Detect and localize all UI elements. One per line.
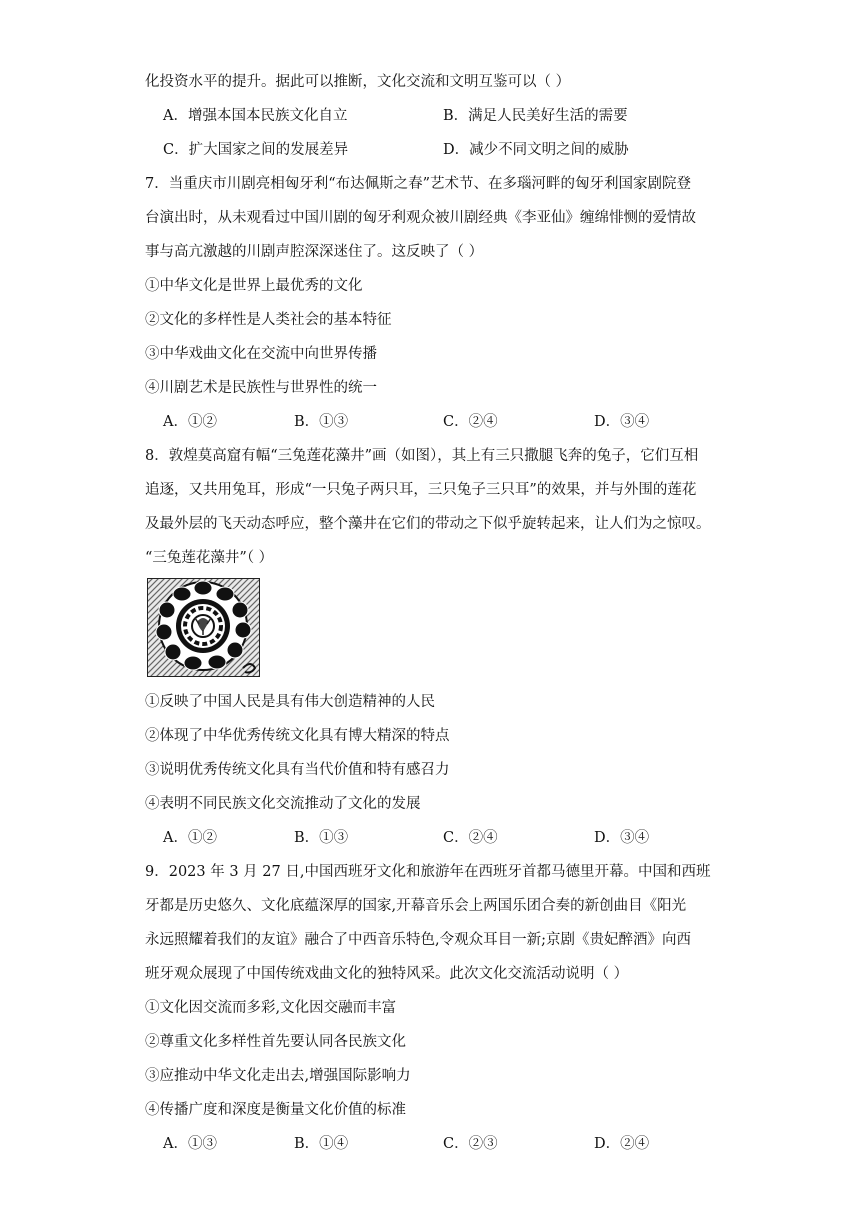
q6-option-d[interactable]: D．减少不同文明之间的威胁 xyxy=(443,142,629,158)
q8-option-a[interactable]: A．①② xyxy=(163,830,217,846)
q9-stem-line-2: 牙都是历史悠久、文化底蕴深厚的国家,开幕音乐会上两国乐团合奏的新创曲目《阳光 xyxy=(145,898,687,914)
q7-statement-2: ②文化的多样性是人类社会的基本特征 xyxy=(145,312,392,328)
q9-statement-1: ①文化因交流而多彩,文化因交融而丰富 xyxy=(145,1000,397,1016)
q9-option-b[interactable]: B．①④ xyxy=(294,1136,349,1152)
q8-option-d[interactable]: D．③④ xyxy=(594,830,650,846)
q6-option-c[interactable]: C．扩大国家之间的发展差异 xyxy=(163,142,349,158)
q9-option-d[interactable]: D．②④ xyxy=(594,1136,650,1152)
q8-statement-4: ④表明不同民族文化交流推动了文化的发展 xyxy=(145,796,421,812)
q8-statement-1: ①反映了中国人民是具有伟大创造精神的人民 xyxy=(145,694,435,710)
q8-statement-2: ②体现了中华优秀传统文化具有博大精深的特点 xyxy=(145,728,450,744)
q9-stem-line-3: 永远照耀着我们的友谊》融合了中西音乐特色,令观众耳目一新;京剧《贵妃醉酒》向西 xyxy=(145,932,691,948)
q7-option-c[interactable]: C．②④ xyxy=(443,414,498,430)
q8-stem-line-3: 及最外层的飞天动态呼应，整个藻井在它们的带动之下似乎旋转起来，让人们为之惊叹。 xyxy=(145,516,711,532)
q7-option-b[interactable]: B．①③ xyxy=(294,414,349,430)
q8-statement-3: ③说明优秀传统文化具有当代价值和特有感召力 xyxy=(145,762,450,778)
q6-option-b[interactable]: B．满足人民美好生活的需要 xyxy=(443,108,628,124)
q7-statement-1: ①中华文化是世界上最优秀的文化 xyxy=(145,278,363,294)
q7-option-d[interactable]: D．③④ xyxy=(594,414,650,430)
q7-statement-4: ④川剧艺术是民族性与世界性的统一 xyxy=(145,380,377,396)
q9-option-c[interactable]: C．②③ xyxy=(443,1136,498,1152)
q7-stem-line-2: 台演出时，从未观看过中国川剧的匈牙利观众被川剧经典《李亚仙》缠绵悱恻的爱情故 xyxy=(145,210,696,226)
q8-stem-line-2: 追逐，又共用兔耳，形成“一只兔子两只耳，三只兔子三只耳”的效果，并与外围的莲花 xyxy=(145,482,697,498)
q8-option-b[interactable]: B．①③ xyxy=(294,830,349,846)
q7-option-a[interactable]: A．①② xyxy=(163,414,217,430)
q8-option-c[interactable]: C．②④ xyxy=(443,830,498,846)
q6-option-a[interactable]: A．增强本国本民族文化自立 xyxy=(163,108,348,124)
q6-stem-tail: 化投资水平的提升。据此可以推断，文化交流和文明互鉴可以（ ） xyxy=(145,74,571,90)
q9-statement-3: ③应推动中华文化走出去,增强国际影响力 xyxy=(145,1068,411,1084)
q7-statement-3: ③中华戏曲文化在交流中向世界传播 xyxy=(145,346,377,362)
q9-stem-line-4: 班牙观众展现了中国传统戏曲文化的独特风采。此次文化交流活动说明（ ） xyxy=(145,966,629,982)
q8-stem-line-1: 8．敦煌莫高窟有幅“三兔莲花藻井”画（如图），其上有三只撒腿飞奔的兔子，它们互相 xyxy=(145,448,699,464)
q9-statement-4: ④传播广度和深度是衡量文化价值的标准 xyxy=(145,1102,406,1118)
three-hares-lotus-image xyxy=(147,578,260,677)
q7-stem-line-1: 7．当重庆市川剧亮相匈牙利“布达佩斯之春”艺术节、在多瑙河畔的匈牙利国家剧院登 xyxy=(145,176,692,192)
q9-stem-line-1: 9．2023 年 3 月 27 日,中国西班牙文化和旅游年在西班牙首都马德里开幕。中国和西班 xyxy=(145,864,711,880)
q8-stem-line-4: “三兔莲花藻井”（ ） xyxy=(145,550,274,566)
q9-option-a[interactable]: A．①③ xyxy=(163,1136,217,1152)
q7-stem-line-3: 事与高亢激越的川剧声腔深深迷住了。这反映了（ ） xyxy=(145,244,484,260)
q9-statement-2: ②尊重文化多样性首先要认同各民族文化 xyxy=(145,1034,406,1050)
